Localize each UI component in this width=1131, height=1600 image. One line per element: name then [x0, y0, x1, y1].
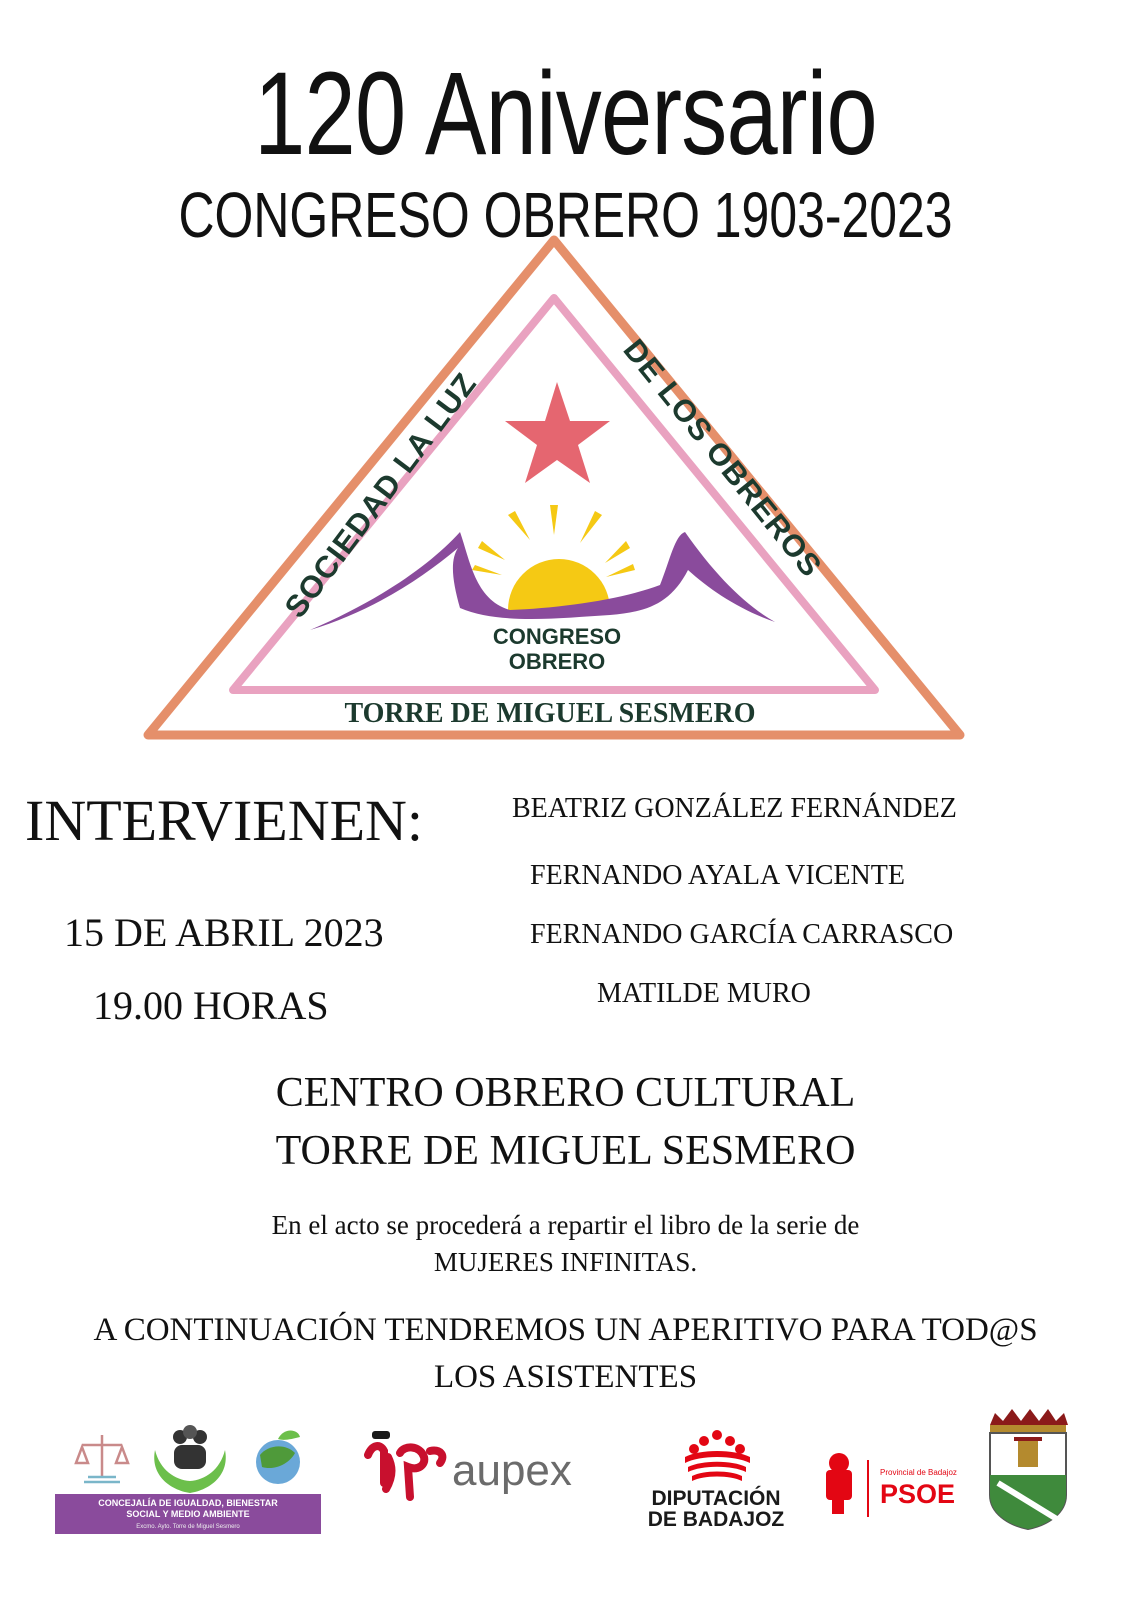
speaker-name: FERNANDO AYALA VICENTE — [530, 860, 905, 891]
logo-center-line2: OBRERO — [508, 649, 606, 674]
aupex-text: aupex — [452, 1446, 572, 1495]
psoe-small-text: Provincial de Badajoz — [880, 1468, 957, 1477]
logo-center-line1: CONGRESO — [492, 624, 622, 649]
diputacion-text-2: DE BADAJOZ — [647, 1508, 785, 1531]
concejalia-text-1: CONCEJALÍA DE IGUALDAD, BIENESTAR — [98, 1498, 278, 1508]
logo-right-text: DE LOS OBREROS — [616, 332, 830, 584]
event-time: 19.00 HORAS — [93, 983, 329, 1028]
aperitivo-line-2: LOS ASISTENTES — [433, 1359, 698, 1395]
sociedad-logo — [140, 230, 1000, 770]
diputacion-logo — [648, 1430, 785, 1531]
psoe-logo — [826, 1453, 957, 1517]
book-note-line-1: En el acto se procederá a repartir el libro de la serie de — [271, 1210, 860, 1240]
diputacion-text-1: DIPUTACIÓN — [651, 1487, 781, 1510]
intervienen-heading: INTERVIENEN: — [25, 788, 424, 853]
speaker-name: MATILDE MURO — [597, 978, 811, 1009]
speaker-name: BEATRIZ GONZÁLEZ FERNÁNDEZ — [512, 793, 957, 824]
event-date: 15 DE ABRIL 2023 — [64, 910, 384, 955]
rose-fist-icon — [826, 1453, 852, 1514]
concejalia-logo — [55, 1425, 321, 1534]
logo-left-text: SOCIEDAD LA LUZ — [277, 366, 484, 625]
psoe-text: PSOE — [880, 1479, 956, 1509]
poster-subtitle: CONGRESO OBRERO 1903-2023 — [178, 179, 953, 251]
municipal-shield-icon — [990, 1409, 1068, 1529]
diputacion-mark-icon — [685, 1430, 750, 1481]
book-note-line-2: MUJERES INFINITAS. — [433, 1247, 698, 1277]
scales-icon — [76, 1435, 128, 1482]
concejalia-text-3: Excmo. Ayto. Torre de Miguel Sesmero — [136, 1524, 240, 1530]
poster-title: 120 Aniversario — [254, 48, 877, 180]
earth-plant-icon — [256, 1431, 300, 1485]
star-icon — [505, 382, 610, 483]
sponsor-logos — [0, 1405, 1131, 1600]
aperitivo-line-1: A CONTINUACIÓN TENDREMOS UN APERITIVO PARA TOD@S — [93, 1312, 1038, 1348]
logo-base-text: TORRE DE MIGUEL SESMERO — [344, 698, 756, 729]
concejalia-text-2: SOCIAL Y MEDIO AMBIENTE — [126, 1509, 250, 1519]
aupex-mark-icon — [368, 1446, 442, 1497]
venue-line-1: CENTRO OBRERO CULTURAL — [275, 1070, 856, 1116]
venue-line-2: TORRE DE MIGUEL SESMERO — [275, 1128, 856, 1174]
speaker-name: FERNANDO GARCÍA CARRASCO — [530, 919, 954, 950]
people-hands-icon — [154, 1425, 226, 1493]
aupex-logo — [368, 1431, 572, 1497]
